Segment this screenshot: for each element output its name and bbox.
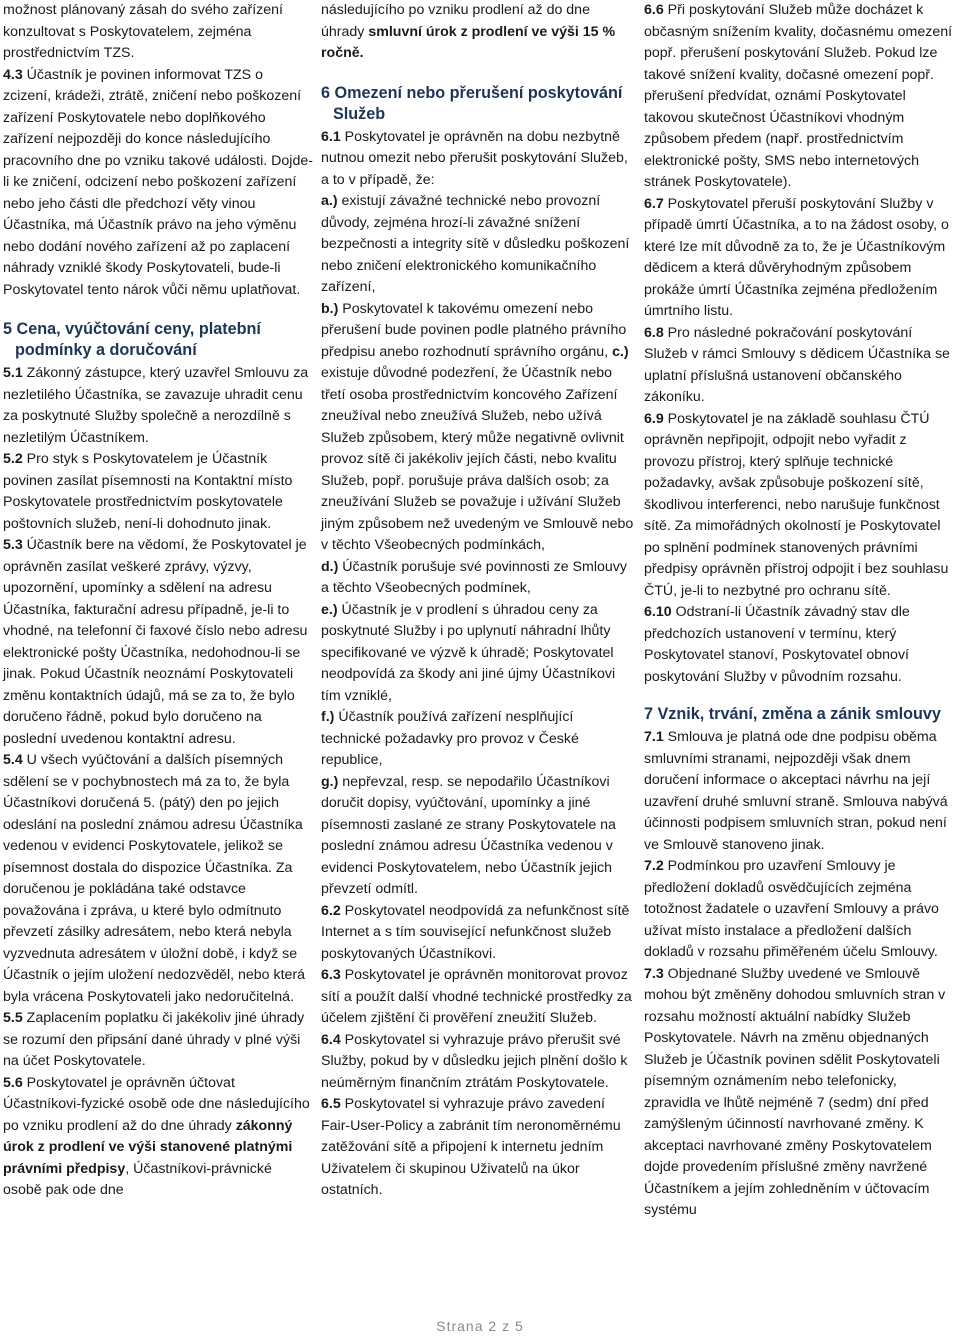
section-7-heading: 7 Vznik, trvání, změna a zánik smlouvy (644, 705, 941, 723)
clause-number: 5.2 (3, 451, 23, 467)
item-letter: a.) (321, 193, 338, 209)
clause-number: 6.6 (644, 2, 664, 18)
paragraph-6-1-b: b.) Poskytovatel k takovému omezení nebo přerušení bude povinen podle platného právního předpisu anebo rozhodnutí správního orgánu, c.) existuje důvodné podezření, že Účastník nebo třetí osoba prostřednictvím koncového Zařízení zneužíval nebo zneužívá Služeb, nebo užívá Služeb způsobem, který může negativně ovlivnit provoz sítě či jakékoliv jejích části, nebo kvalitu Služeb, popř. porušuje práva dalších osob; za zneužívání Služeb se považuje i užívání Služeb jiným způsobem než uvedeným ve Smlouvě nebo v těchto Všeobecných podmínkách, (321, 300, 634, 553)
clause-number: 6.4 (321, 1031, 341, 1048)
clause-number: 5.3 (3, 537, 23, 553)
clause-number: 7.2 (644, 858, 664, 874)
paragraph-7-1: 7.1 Smlouva je platná ode dne podpisu oběma smluvními stranami, nejpozději však dnem doručení informace o akceptaci návrhu na její uzavření druhé smluvní straně. Smlouva nabývá účinnosti podpisem smluvních stran, pokud není ve Smlouvě stanoveno jinak. (644, 729, 948, 853)
clause-number: 6.5 (321, 1096, 341, 1112)
paragraph-6-4: 6.4 Poskytovatel si vyhrazuje právo přerušit své Služby, pokud by v důsledku jejich plnění došlo k neúměrným finančním ztrátám Poskytovatele. (321, 1031, 628, 1091)
paragraph-6-10: 6.10 Odstraní-li Účastník závadný stav dle předchozích ustanovení v termínu, který Poskytovatel stanoví, Poskytovatel obnoví poskytování Služby v původním rozsahu. (644, 604, 910, 685)
clause-number: 6.9 (644, 410, 664, 427)
clause-number: 5.1 (3, 365, 23, 381)
paragraph-6-1: 6.1 Poskytovatel je oprávněn na dobu nezbytně nutnou omezit nebo přerušit poskytování Služeb, a to v případě, že: (321, 128, 628, 188)
item-letter: e.) (321, 601, 338, 618)
column-middle (321, 0, 637, 1202)
paragraph-7-3: 7.3 Objednané Služby uvedené ve Smlouvě mohou být změněny dohodou smluvních stran v rozsahu možností aktuální nabídky Služeb Poskytovatele. Návrh na změnu objednaných Služeb je Účastník povinen sdělit Poskytovateli písemným oznámením nebo telefonicky, zpravidla ve lhůtě nejméně 7 (sedm) dní před zamýšleným účinností navrhované změny. K akceptaci navrhované změny Poskytovatelem dojde provedením příslušné změny navržené Účastníkem a jejím zohledněním v účtovacím systému (644, 965, 946, 1218)
paragraph-5-3: 5.3 Účastník bere na vědomí, že Poskytovatel je oprávněn zasílat veškeré zprávy, výzvy, upozornění, upomínky a sdělení na adresu Účastníka, fakturační adresu případně, je-li to vhodné, na telefonní či faxové číslo nebo adresu elektronické pošty Účastníka, nedohodnou-li se jinak. Pokud Účastník neoznámí Poskytovateli změnu kontaktních údajů, má se za to, že bylo doručeno řádně, pokud bylo doručeno na poslední uvedenou kontaktní adresu. (3, 537, 308, 747)
paragraph-4-2-continued: možnost plánovaný zásah do svého zařízení konzultovat s Poskytovatelem, zejména prostřednictvím TZS. (3, 2, 283, 61)
clause-number: 5.5 (3, 1010, 23, 1026)
clause-number: 5.4 (3, 752, 23, 768)
paragraph-6-1-g: g.) nepřevzal, resp. se nepodařilo Účastníkovi doručit dopisy, vyúčtování, upomínky a jiné písemnosti zaslané ze strany Poskytovatele na poslední známou adresu Účastníka vedenou v evidenci Poskytovatelem, nebo Účastník jejich převzetí odmítl. (321, 773, 616, 897)
paragraph-4-3: 4.3 Účastník je povinen informovat TZS o zcizení, krádeži, ztrátě, zničení nebo poškození zařízení Poskytovatele nebo doplňkového zařízení nejpozději do konce následujícího pracovního dne po vzniku takové události. Dojde-li ke zničení, odcizení nebo poškození zařízení nebo jeho části dle předchozí věty vinou Účastníka, má Účastník právo na jeho výměnu nebo dodání nového zařízení až po zaplacení náhrady vzniklé škody Poskytovateli, bude-li Poskytovatel tento nárok vůči němu uplatňovat. (3, 66, 313, 298)
paragraph-6-1-a: a.) existují závažné technické nebo provozní důvody, zejména hrozí-li závažné snížení bezpečnosti a integrity sítě v důsledku poškození nebo zničení elektronického komunikačního zařízení, (321, 193, 630, 295)
clause-number: 6.8 (644, 324, 664, 341)
paragraph-5-4: 5.4 U všech vyúčtování a dalších písemných sdělení se v pochybnostech má za to, že byla Účastníkovi doručená 5. (pátý) den po jejich odeslání na poslední známou adresu Účastníka vedenou v evidenci Poskytovatele, jelikož se písemnost dostala do dispozice Účastníka. Za doručenou je pokládána také odstavce považována i zpráva, u které bylo odmítnuto převzetí zásilky adresátem, nebo která nebyla vyzvednuta adresátem v úložní době, i když se Účastník o jejím uložení nedozvěděl, nebo která byla vrácena Poskytovateli jako nedoručitelná. (3, 752, 306, 1005)
section-5-heading: 5 Cena, vyúčtování ceny, platební podmínky a doručování (3, 320, 261, 359)
page-number-footer: Strana 2 z 5 (436, 1318, 524, 1334)
paragraph-5-5: 5.5 Zaplacením poplatku či jakékoliv jiné úhrady se rozumí den připsání dané úhrady v plné výši na účet Poskytovatele. (3, 1010, 305, 1069)
paragraph-6-8: 6.8 Pro následné pokračování poskytování Služeb v rámci Smlouvy s dědicem Účastníka se uplatní příslušná ustanovení občanského zákoníku. (644, 324, 950, 405)
paragraph-5-6-continued: následujícího po vzniku prodlení až do dne úhrady smluvní úrok z prodlení ve výši 15 % ročně. (321, 2, 616, 61)
clause-number: 5.6 (3, 1074, 23, 1091)
column-right (644, 0, 956, 1222)
paragraph-6-1-d: d.) Účastník porušuje své povinnosti ze Smlouvy a těchto Všeobecných podmínek, (321, 558, 627, 596)
item-letter: g.) (321, 773, 339, 790)
clause-number: 6.3 (321, 967, 341, 983)
paragraph-6-9: 6.9 Poskytovatel je na základě souhlasu ČTÚ oprávněn nepřipojit, odpojit nebo vyřadit z provozu přístroj, který splňuje technické požadavky, avšak způsobuje poškození sítě, škodlivou interferenci, nebo narušuje funkčnost sítě. Za mimořádných okolností je Poskytovatel po splnění podmínek stanovených právními předpisy oprávněn přístroj odpojit i bez souhlasu ČTÚ, je-li to nezbytné pro ochranu sítě. (644, 410, 949, 599)
paragraph-6-3: 6.3 Poskytovatel je oprávněn monitorovat provoz sítí a použít další vhodné technické prostředky za účelem zjištění či prověření zneužití Služeb. (321, 967, 632, 1026)
clause-number: 6.10 (644, 604, 672, 620)
paragraph-5-6: 5.6 Poskytovatel je oprávněn účtovat Účastníkovi-fyzické osobě ode dne následujícího po vzniku prodlení až do dne úhrady zákonný úrok z prodlení ve výši stanovené platnými právními předpisy, Účastníkovi-právnické osobě pak ode dne (3, 1074, 310, 1198)
clause-number: 7.1 (644, 729, 664, 745)
column-left (3, 0, 314, 1202)
clause-number: 6.7 (644, 195, 664, 212)
paragraph-5-2: 5.2 Pro styk s Poskytovatelem je Účastník povinen zasílat písemnosti na Kontaktní místo Poskytovatele prostřednictvím poskytovatele poštovních služeb, není-li dohodnuto jinak. (3, 451, 293, 532)
paragraph-6-1-e: e.) Účastník je v prodlení s úhradou ceny za poskytnuté Služby i po uplynutí náhradní lhůty specifikované ve výzvě k úhradě; Poskytovatel neodpovídá za škody ani jiné újmy Účastníkovi tím vzniklé, (321, 601, 616, 704)
paragraph-6-1-f: f.) Účastník používá zařízení nesplňující technické požadavky pro provoz v České republice, (321, 709, 579, 768)
section-6-heading: 6 Omezení nebo přerušení poskytování Služeb (321, 83, 623, 123)
item-letter: b.) (321, 300, 339, 317)
item-letter: c.) (612, 343, 629, 360)
paragraph-6-6: 6.6 Při poskytování Služeb může docházet k občasným snížením kvality, dočasnému omezení popř. přerušení poskytování Služeb. Pokud lze takové snížení kvality, dočasné omezení popř. přerušení předvídat, oznámí Poskytovatel takovou skutečnost Účastníkovi vhodným způsobem předem (např. prostřednictvím elektronické pošty, SMS nebo internetových stránek Poskytovatele). (644, 2, 953, 190)
clause-number: 6.1 (321, 128, 341, 145)
item-letter: d.) (321, 558, 339, 575)
paragraph-6-2: 6.2 Poskytovatel neodpovídá za nefunkčnost sítě Internet a s tím související nefunkčnost služeb poskytovaných Účastníkovi. (321, 902, 630, 962)
clause-number: 7.3 (644, 965, 664, 982)
paragraph-6-5: 6.5 Poskytovatel si vyhrazuje právo zavedení Fair-User-Policy a zabránit tím neronoměrnému zatěžování sítě a připojení k internetu jedním Uživatelem či skupinou Uživatelů na úkor ostatních. (321, 1096, 621, 1198)
paragraph-6-7: 6.7 Poskytovatel přeruší poskytování Služby v případě úmrtí Účastníka, a to na žádost osoby, o které lze mít důvodně za to, že je Účastníkovým dědicem a která důvěryhodným způsobem prokáže úmrtí Účastníka zejména předložením úmrtního listu. (644, 195, 949, 319)
paragraph-5-1: 5.1 Zákonný zástupce, který uzavřel Smlouvu za nezletilého Účastníka, se zavazuje uhradit cenu za poskytnuté Služby společně a nerozdílně s nezletilým Účastníkem. (3, 365, 309, 446)
paragraph-7-2: 7.2 Podmínkou pro uzavření Smlouvy je předložení dokladů osvědčujících zejména totožnost žadatele o uzavření Smlouvy a právo užívat místo instalace a předložení dalších dokladů v rozsahu přiměřeném účelu Smlouvy. (644, 858, 939, 960)
clause-number: 6.2 (321, 902, 341, 919)
item-letter: f.) (321, 709, 335, 725)
clause-number: 4.3 (3, 66, 23, 83)
